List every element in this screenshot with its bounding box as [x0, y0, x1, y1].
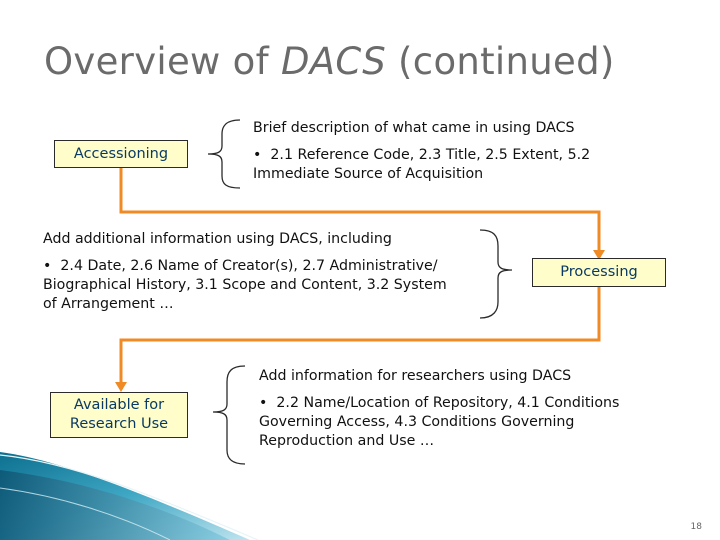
title-rest: (continued)	[386, 40, 615, 83]
stage-processing: Processing	[532, 258, 666, 287]
notes-available-bullet	[259, 394, 669, 451]
slide-title	[44, 40, 615, 83]
bullet-marker: •	[43, 258, 52, 274]
notes-processing-text: 2.4 Date, 2.6 Name of Creator(s), 2.7 Administrative/ Biographical History, 3.1 Scope and Content, 3.2 System of Arrangement …	[43, 258, 447, 312]
notes-processing-heading: Add additional information using DACS, including	[43, 231, 392, 247]
notes-accessioning	[253, 119, 633, 184]
notes-processing	[43, 230, 458, 314]
title-emphasis: DACS	[280, 40, 386, 83]
stage-accessioning: Accessioning	[54, 140, 188, 168]
brace-processing	[480, 230, 512, 318]
notes-processing-bullet	[43, 257, 458, 314]
notes-accessioning-text: 2.1 Reference Code, 2.3 Title, 2.5 Extent, 5.2 Immediate Source of Acquisition	[253, 147, 591, 182]
stage-available: Available for Research Use	[50, 392, 188, 438]
bullet-marker: •	[259, 395, 268, 411]
brace-available	[213, 366, 245, 464]
notes-available-text: 2.2 Name/Location of Repository, 4.1 Conditions Governing Access, 4.3 Conditions Governing Reproduction and Use …	[259, 395, 620, 449]
brace-accessioning	[208, 120, 240, 188]
notes-available	[259, 367, 669, 451]
bullet-marker: •	[253, 147, 262, 163]
title-main: Overview of	[44, 40, 281, 83]
notes-accessioning-heading: Brief description of what came in using DACS	[253, 120, 575, 136]
page-number: 18	[690, 522, 702, 532]
notes-available-heading: Add information for researchers using DACS	[259, 368, 572, 384]
notes-accessioning-bullet	[253, 146, 633, 184]
